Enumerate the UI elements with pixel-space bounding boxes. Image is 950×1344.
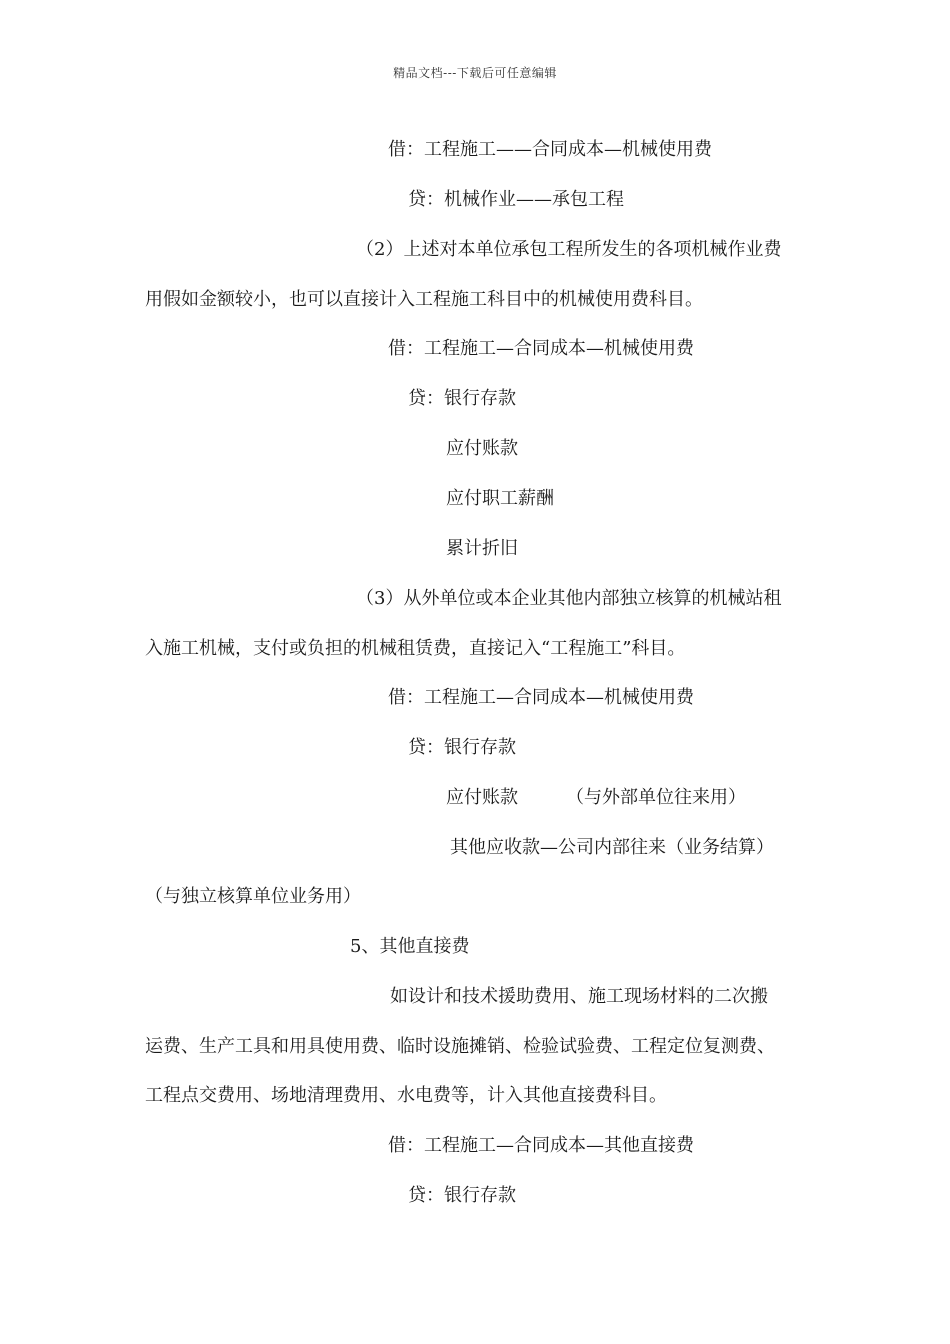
- debit-entry-4: 借：工程施工—合同成本—其他直接费: [388, 1135, 694, 1156]
- paragraph-2-line-2: 用假如金额较小，也可以直接计入工程施工科目中的机械使用费科目。: [145, 289, 703, 310]
- paragraph-5-line-2: 运费、生产工具和用具使用费、临时设施摊销、检验试验费、工程定位复测费、: [145, 1036, 775, 1057]
- credit-entry-3: 贷：银行存款: [408, 737, 516, 758]
- paragraph-5-line-1: 如设计和技术援助费用、施工现场材料的二次搬: [390, 986, 768, 1007]
- credit-employee-payroll: 应付职工薪酬: [446, 488, 554, 509]
- credit-other-receivable: 其他应收款—公司内部往来（业务结算）: [450, 837, 774, 858]
- credit-entry-4: 贷：银行存款: [408, 1185, 516, 1206]
- credit-account-payable-label: 应付账款: [446, 787, 518, 808]
- debit-entry-2: 借：工程施工—合同成本—机械使用费: [388, 338, 694, 359]
- independent-unit-note: （与独立核算单位业务用）: [145, 886, 361, 907]
- credit-depreciation: 累计折旧: [446, 538, 518, 559]
- external-unit-note: （与外部单位往来用）: [566, 787, 746, 808]
- paragraph-3-line-2: 入施工机械，支付或负担的机械租赁费，直接记入“工程施工”科目。: [145, 638, 686, 659]
- credit-entry-1: 贷：机械作业——承包工程: [408, 189, 624, 210]
- credit-account-payable: 应付账款: [446, 438, 518, 459]
- credit-account-payable-external: [446, 786, 746, 810]
- paragraph-3-line-1: （3）从外单位或本企业其他内部独立核算的机械站租: [356, 588, 782, 609]
- credit-entry-2: 贷：银行存款: [408, 388, 516, 409]
- paragraph-5-line-3: 工程点交费用、场地清理费用、水电费等，计入其他直接费科目。: [145, 1085, 667, 1106]
- page-header: 精品文档---下载后可任意编辑: [393, 66, 557, 80]
- section-5-title: 5、其他直接费: [350, 936, 470, 957]
- debit-entry-1: 借：工程施工——合同成本—机械使用费: [388, 139, 712, 160]
- debit-entry-3: 借：工程施工—合同成本—机械使用费: [388, 687, 694, 708]
- paragraph-2-line-1: （2）上述对本单位承包工程所发生的各项机械作业费: [356, 239, 782, 260]
